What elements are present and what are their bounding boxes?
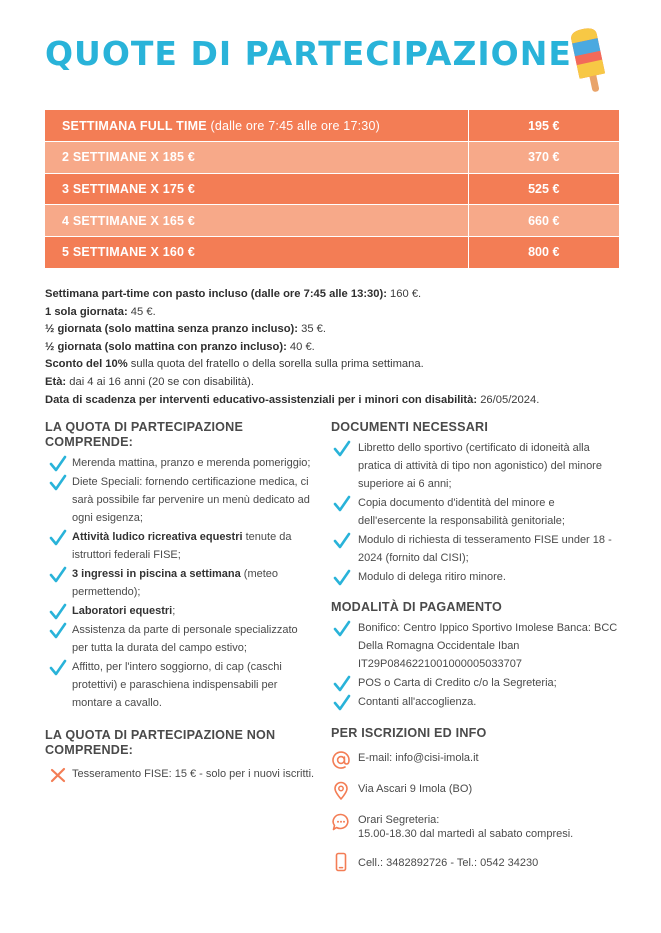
- documents-list: [331, 439, 621, 586]
- page-title: QUOTE DI PARTECIPAZIONE: [45, 34, 572, 73]
- includes-list: [45, 454, 315, 712]
- check-icon: [333, 569, 351, 587]
- list-item: Contanti all'accoglienza.: [331, 693, 621, 711]
- list-item: Diete Speciali: fornendo certificazione medica, ci sarà possibile far pervenire un menù dedicato ad ogni esigenza;: [45, 473, 315, 527]
- list-item: 3 ingressi in piscina a settimana (meteo permettendo);: [45, 565, 315, 601]
- price-note: (dalle ore 7:45 alle ore 17:30): [210, 118, 380, 133]
- list-item: Bonifico: Centro Ippico Sportivo Imolese Banca: BCC Della Romagna Occidentale Iban IT29P0846221001000005033707: [331, 619, 621, 673]
- check-icon: [49, 622, 67, 640]
- list-item: Copia documento d'identità del minore e dell'esercente la responsabilità genitoriale;: [331, 494, 621, 530]
- price-label: SETTIMANA FULL TIME: [62, 118, 207, 133]
- info-line: Età: dai 4 ai 16 anni (20 se con disabilità).: [45, 375, 254, 388]
- excludes-list: [45, 765, 315, 783]
- info-line: Sconto del 10% sulla quota del fratello o della sorella sulla prima settimana.: [45, 358, 424, 371]
- check-icon: [49, 529, 67, 547]
- info-line: Data di scadenza per interventi educativo-assistenziali per i minori con disabilità: 26/05/2024.: [45, 393, 540, 406]
- list-item: Attività ludico ricreativa equestri tenute da istruttori federali FISE;: [45, 528, 315, 564]
- list-item: Laboratori equestri;: [45, 602, 315, 620]
- check-icon: [49, 455, 67, 473]
- check-icon: [333, 675, 351, 693]
- phone-icon: [331, 852, 351, 872]
- payment-title: MODALITÀ DI PAGAMENTO: [331, 600, 502, 614]
- phone-text[interactable]: Cell.: 3482892726 - Tel.: 0542 34230: [358, 857, 539, 869]
- info-line: 1 sola giornata: 45 €.: [45, 305, 156, 318]
- check-icon: [333, 620, 351, 638]
- check-icon: [49, 474, 67, 492]
- price-row: [45, 110, 619, 142]
- email-contact[interactable]: [331, 750, 621, 766]
- info-line: ½ giornata (solo mattina con pranzo incluso): 40 €.: [45, 340, 315, 353]
- list-item: Merenda mattina, pranzo e merenda pomeriggio;: [45, 454, 315, 472]
- info-line: ½ giornata (solo mattina senza pranzo incluso): 35 €.: [45, 323, 326, 336]
- price-value: 525 €: [468, 173, 619, 205]
- hours-label: Orari Segreteria:: [358, 814, 440, 826]
- documents-title: DOCUMENTI NECESSARI: [331, 420, 489, 434]
- contacts-title: PER ISCRIZIONI ED INFO: [331, 726, 487, 740]
- info-line: Settimana part-time con pasto incluso (dalle ore 7:45 alle 13:30): 160 €.: [45, 288, 422, 300]
- hours-contact: [331, 812, 621, 842]
- left-column: [45, 420, 315, 784]
- price-label: 2 SETTIMANE X 185 €: [45, 142, 468, 174]
- check-icon: [49, 566, 67, 584]
- address-contact: [331, 781, 621, 797]
- email-text[interactable]: E-mail: info@cisi-imola.it: [358, 752, 479, 764]
- phone-contact[interactable]: [331, 855, 621, 871]
- price-row: [45, 236, 619, 268]
- list-item: Affitto, per l'intero soggiorno, di cap (caschi protettivi) e paraschiena indispensabili per montare a cavallo.: [45, 658, 315, 712]
- price-table: [45, 110, 619, 268]
- address-text: Via Ascari 9 Imola (BO): [358, 783, 473, 795]
- list-item: Modulo di richiesta di tesseramento FISE under 18 - 2024 (fornito dal CISI);: [331, 531, 621, 567]
- popsicle-icon: [566, 26, 616, 94]
- at-sign-icon: [331, 750, 351, 770]
- check-icon: [333, 440, 351, 458]
- hours-text: 15.00-18.30 dal martedì al sabato compresi.: [358, 828, 574, 840]
- price-label: 5 SETTIMANE X 160 €: [45, 236, 468, 268]
- list-item: Tesseramento FISE: 15 € - solo per i nuovi iscritti.: [45, 765, 315, 783]
- check-icon: [49, 603, 67, 621]
- check-icon: [333, 495, 351, 513]
- price-row: [45, 142, 619, 174]
- check-icon: [49, 659, 67, 677]
- price-value: 800 €: [468, 236, 619, 268]
- list-item: POS o Carta di Credito c/o la Segreteria;: [331, 674, 621, 692]
- price-row: [45, 173, 619, 205]
- price-label: 3 SETTIMANE X 175 €: [45, 173, 468, 205]
- right-column: [331, 420, 621, 871]
- list-item: Assistenza da parte di personale specializzato per tutta la durata del campo estivo;: [45, 621, 315, 657]
- payment-list: [331, 619, 621, 711]
- list-item: Libretto dello sportivo (certificato di idoneità alla pratica di attività di tipo non agonistico) del minore superiore ai 6 anni;: [331, 439, 621, 493]
- list-item: Modulo di delega ritiro minore.: [331, 568, 621, 586]
- price-row: [45, 205, 619, 237]
- excludes-title: LA QUOTA DI PARTECIPAZIONE NON COMPRENDE:: [45, 728, 276, 757]
- includes-title: LA QUOTA DI PARTECIPAZIONE COMPRENDE:: [45, 420, 244, 449]
- info-block: [45, 286, 625, 409]
- price-value: 660 €: [468, 205, 619, 237]
- location-pin-icon: [331, 781, 351, 801]
- chat-bubble-icon: [331, 812, 351, 832]
- price-value: 195 €: [468, 110, 619, 142]
- cross-icon: [49, 766, 67, 784]
- check-icon: [333, 532, 351, 550]
- check-icon: [333, 694, 351, 712]
- price-value: 370 €: [468, 142, 619, 174]
- price-label: 4 SETTIMANE X 165 €: [45, 205, 468, 237]
